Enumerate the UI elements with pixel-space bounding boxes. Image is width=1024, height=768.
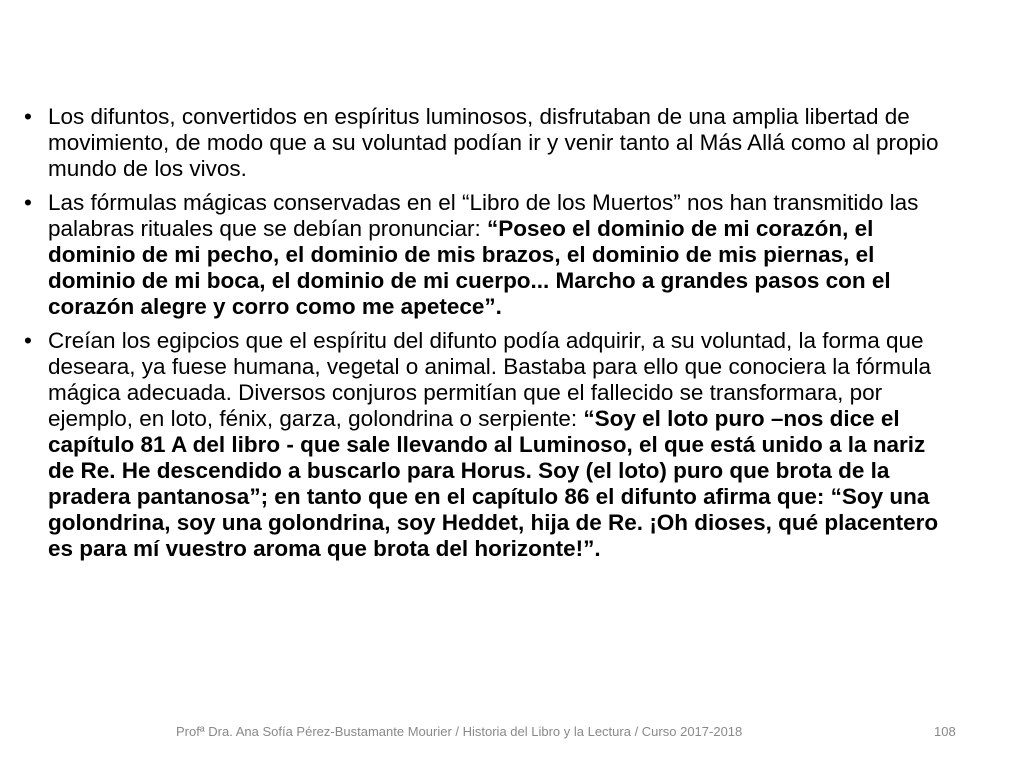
page-number: 108: [934, 724, 956, 739]
bullet-item: [24, 190, 944, 320]
slide-body: [24, 104, 944, 570]
bullet-list: [24, 104, 944, 562]
bullet-item: [24, 104, 944, 182]
slide-footer: [0, 724, 1024, 744]
bullet-marker: •: [24, 104, 32, 129]
bullet-marker: •: [24, 190, 32, 215]
bullet-text: Creían los egipcios que el espíritu del difunto podía adquirir, a su voluntad, la forma que deseara, ya fuese humana, vegetal o animal. Bastaba para ello que conociera la fórmula mágica adecuada. Diversos conjuros permitían que el fallecido se transformara, por ejemplo, en loto, fénix, garza, golondrina o serpiente:: [48, 328, 932, 431]
bullet-text: Los difuntos, convertidos en espíritus luminosos, disfrutaban de una amplia libertad de movimiento, de modo que a su voluntad podían ir y venir tanto al Más Allá como al propio mundo de los vivos.: [48, 104, 939, 181]
bullet-quote: “Poseo el dominio de mi corazón, el dominio de mi pecho, el dominio de mis brazos, el dominio de mis piernas, el dominio de mi boca, el dominio de mi cuerpo... Marcho a grandes pasos con el corazón alegre y corro como me apetece”.: [48, 216, 891, 319]
footer-credit: Profª Dra. Ana Sofía Pérez-Bustamante Mourier / Historia del Libro y la Lectura / Curso 2017-2018: [176, 724, 743, 739]
bullet-text: Las fórmulas mágicas conservadas en el “Libro de los Muertos” nos han transmitido las palabras rituales que se debían pronunciar:: [48, 190, 919, 241]
bullet-item: [24, 328, 944, 562]
bullet-marker: •: [24, 328, 32, 353]
bullet-quote: “Soy el loto puro –nos dice el capítulo 81 A del libro - que sale llevando al Luminoso, el que está unido a la nariz de Re. He descendido a buscarlo para Horus. Soy (el loto) puro que brota de la pradera pantanosa”; en tanto que en el capítulo 86 el difunto afirma que: “Soy una golondrina, soy una golondrina, soy Heddet, hija de Re. ¡Oh dioses, qué placentero es para mí vuestro aroma que brota del horizonte!”.: [48, 406, 939, 561]
